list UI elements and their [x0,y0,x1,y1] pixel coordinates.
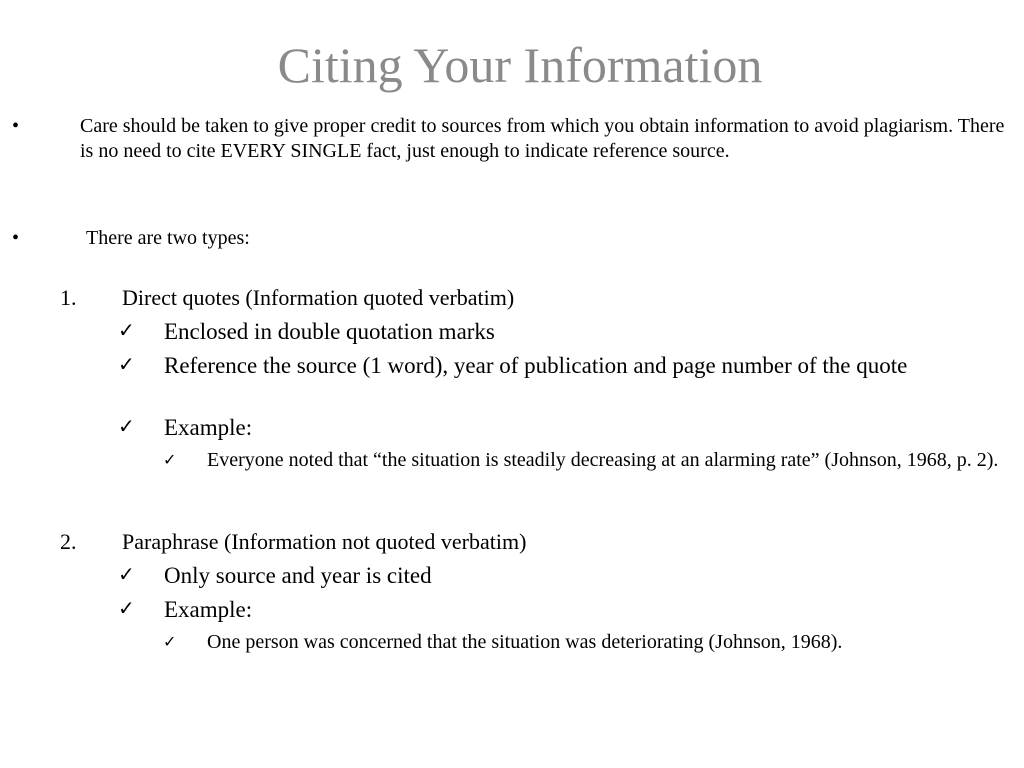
bullet-icon: • [12,115,20,137]
checkmark-icon: ✓ [118,320,135,342]
numbered-item-label: Paraphrase (Information not quoted verbatim) [122,529,527,554]
check-item-text: Example: [164,597,253,622]
bullet-item-types [0,226,1024,254]
slide-title: Citing Your Information [277,37,763,93]
bullet-item-credit [0,114,1024,194]
list-number: 1. [60,285,77,310]
check-item-text: Only source and year is cited [164,563,432,588]
checkmark-icon: ✓ [118,354,135,376]
example-text: One person was concerned that the situation was deteriorating (Johnson, 1968). [207,631,843,653]
numbered-item-label: Direct quotes (Information quoted verbatim) [122,285,515,310]
bullet-text: There are two types: [86,227,250,249]
bullet-text: Care should be taken to give proper credit to sources from which you obtain information to avoid plagiarism. There is no need to cite EVERY SINGLE fact, just enough to indicate reference source. [80,115,1005,162]
checkmark-icon: ✓ [118,564,135,586]
bullet-icon: • [12,227,20,249]
checkmark-icon: ✓ [118,598,135,620]
checkmark-icon: ✓ [163,634,177,651]
list-number: 2. [60,529,77,554]
check-item-text: Example: [164,415,253,440]
checkmark-icon: ✓ [118,416,135,438]
example-text: Everyone noted that “the situation is steadily decreasing at an alarming rate” (Johnson, 1968, p. 2). [207,449,999,471]
checkmark-icon: ✓ [163,452,177,469]
check-item-text: Enclosed in double quotation marks [164,319,495,344]
check-item-text: Reference the source (1 word), year of publication and page number of the quote [164,353,908,378]
